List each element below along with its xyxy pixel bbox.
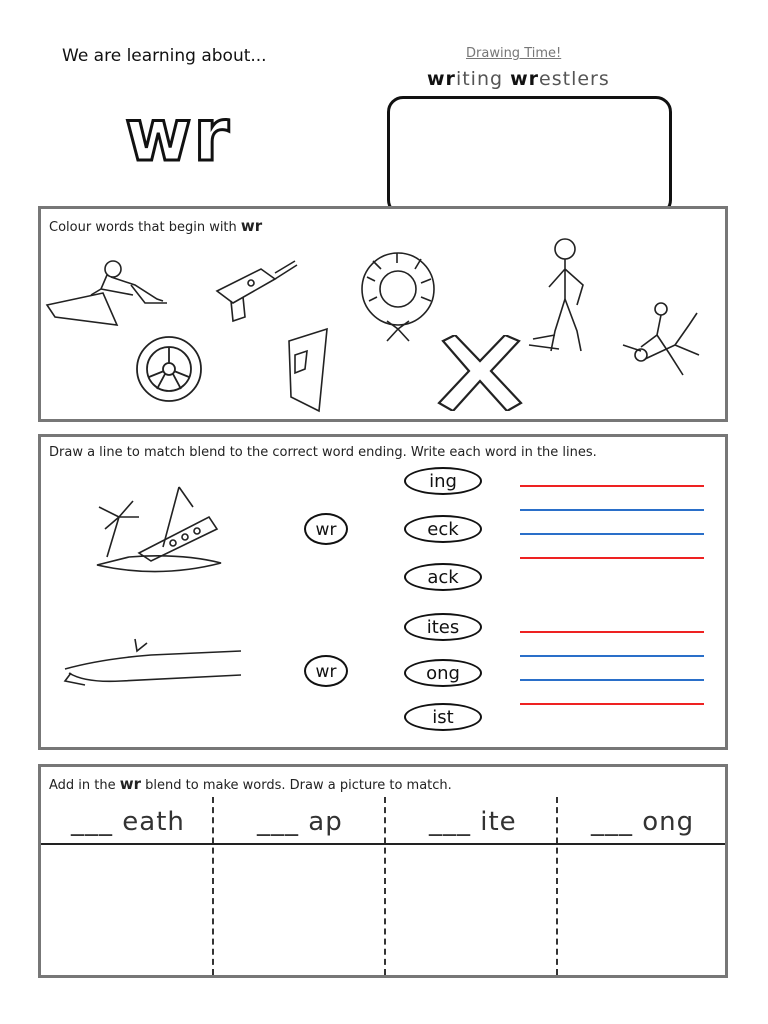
writing-line[interactable] [520, 631, 704, 633]
add-instruction-suffix: blend to make words. Draw a picture to match. [141, 778, 452, 793]
match-ending-2-3[interactable]: ist [404, 703, 482, 731]
add-instruction [49, 775, 452, 793]
row-divider [41, 843, 725, 845]
writing-line[interactable] [520, 679, 704, 681]
match-ending-2-2[interactable]: ong [404, 659, 482, 687]
match-ending-1-3[interactable]: ack [404, 563, 482, 591]
shipwreck-icon [89, 477, 229, 581]
match-ending-1-1[interactable]: ing [404, 467, 482, 495]
column-divider [384, 797, 386, 975]
writing-line[interactable] [520, 509, 704, 511]
wheel-icon[interactable] [133, 333, 205, 405]
x-icon[interactable] [435, 335, 525, 411]
word-cell-3[interactable]: ___ ite [429, 807, 517, 837]
writing-line[interactable] [520, 557, 704, 559]
match-ending-2-1[interactable]: ites [404, 613, 482, 641]
writing-line[interactable] [520, 703, 704, 705]
wrapper-icon[interactable] [283, 325, 337, 415]
phrase-blend-1: wr [427, 68, 456, 90]
wrist-icon [61, 633, 251, 699]
colour-instruction [49, 217, 262, 235]
column-divider [556, 797, 558, 975]
match-panel [38, 434, 728, 750]
learning-label: We are learning about... [62, 46, 267, 66]
word-cell-4[interactable]: ___ ong [591, 807, 695, 837]
writing-line[interactable] [520, 655, 704, 657]
writing-line[interactable] [520, 485, 704, 487]
wrench-drill-icon[interactable] [211, 255, 301, 325]
writing-line[interactable] [520, 533, 704, 535]
outline-blend-text: wr [124, 96, 232, 176]
colour-instruction-blend: wr [240, 217, 263, 235]
match-ending-1-2[interactable]: eck [404, 515, 482, 543]
colour-instruction-text: Colour words that begin with [49, 220, 241, 235]
phrase-rest-1: iting [455, 68, 511, 90]
wrapping-boy-icon[interactable] [525, 235, 605, 357]
drawing-box[interactable] [387, 96, 672, 216]
outline-blend-title [108, 96, 248, 176]
match-blend-1[interactable]: wr [304, 513, 348, 545]
word-cell-2[interactable]: ___ ap [257, 807, 343, 837]
column-divider [212, 797, 214, 975]
word-cell-1[interactable]: ___ eath [71, 807, 185, 837]
match-blend-2[interactable]: wr [304, 655, 348, 687]
colour-words-panel [38, 206, 728, 422]
drawing-time-title: Drawing Time! [466, 46, 562, 61]
wreath-icon[interactable] [353, 247, 443, 343]
add-instruction-prefix: Add in the [49, 778, 120, 793]
phrase-rest-2: estlers [539, 68, 610, 90]
match-instruction: Draw a line to match blend to the correct word ending. Write each word in the lines. [49, 445, 597, 460]
writer-icon[interactable] [45, 255, 171, 327]
writing-wrestlers-phrase [427, 68, 610, 90]
add-blend-panel [38, 764, 728, 978]
wrestlers-icon[interactable] [619, 295, 715, 379]
phrase-blend-2: wr [510, 68, 540, 90]
add-instruction-blend: wr [119, 775, 142, 793]
